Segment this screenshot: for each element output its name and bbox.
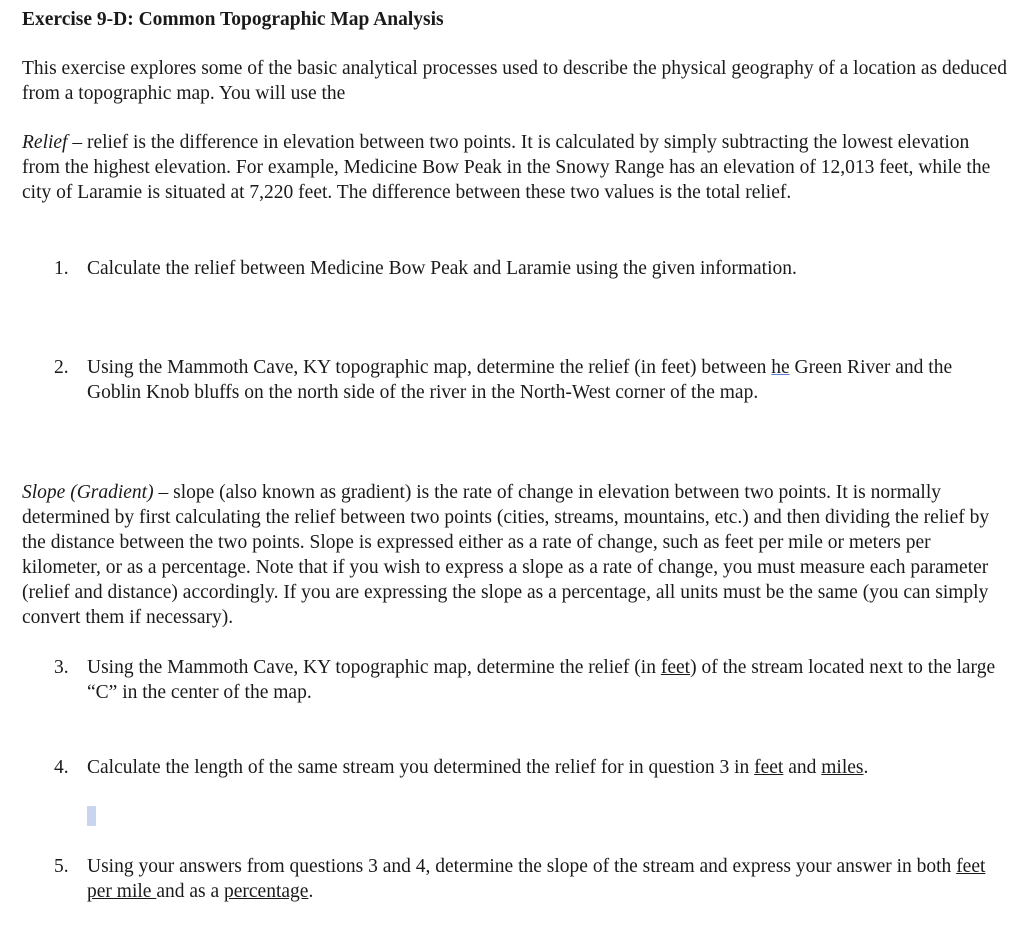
question-3-text-part2: ) of the stream located next to the large “C” in the center of the map. (87, 657, 996, 703)
question-3 (54, 655, 1004, 705)
question-3-number: 3. (54, 657, 69, 678)
underlined-feet: feet (754, 757, 784, 778)
spellcheck-flag-he: he (771, 357, 790, 378)
slope-definition (22, 480, 1007, 630)
slope-text: – slope (also known as gradient) is the rate of change in elevation between two points. It is normally determined by first calculating the relief between two points (cities, streams, mountains, etc.) and then dividing the relief by the distance between the two points. Slope is expressed either as a rate of change, such as feet per mile or meters per kilometer, or as a percentage. Note that if you wish to express a slope as a rate of change, you must measure each parameter (relief and distance) accordingly. If you are expressing the slope as a percentage, all units must be the same (you can simply convert them if necessary). (22, 482, 990, 628)
question-5-number: 5. (54, 856, 69, 877)
question-5-text-end: . (308, 881, 314, 902)
question-2-text (87, 355, 1004, 405)
question-2-text-part2: Green River and the Goblin Knob bluffs on the north side of the river in the North-West corner of the map. (87, 357, 953, 403)
question-5 (54, 854, 1004, 904)
question-5-text-and: and as a (156, 881, 224, 902)
question-1-number: 1. (54, 258, 69, 279)
underlined-feet-per-mile: feet per mile (87, 856, 986, 902)
question-1-text: Calculate the relief between Medicine Bow Peak and Laramie using the given information. (87, 258, 797, 279)
question-4-number: 4. (54, 757, 69, 778)
text-cursor[interactable] (87, 806, 96, 826)
question-4-text-and: and (783, 757, 822, 778)
question-4-text-end: . (863, 757, 869, 778)
question-3-text (87, 655, 1004, 705)
question-2-number: 2. (54, 357, 69, 378)
question-4 (54, 755, 1004, 780)
question-2 (54, 355, 1004, 405)
relief-definition (22, 130, 1007, 205)
underlined-miles: miles (821, 757, 864, 778)
underlined-feet: feet (660, 657, 691, 678)
question-2-text-part1: Using the Mammoth Cave, KY topographic map, determine the relief (in feet) between (87, 357, 772, 378)
question-5-text-part1: Using your answers from questions 3 and 4, determine the slope of the stream and express your answer in both (87, 856, 957, 877)
relief-text: – relief is the difference in elevation between two points. It is calculated by simply subtracting the lowest elevation from the highest elevation. For example, Medicine Bow Peak in the Snowy Range has an elevation of 12,013 feet, while the city of Laramie is situated at 7,220 feet. The difference between these two values is the total relief. (22, 132, 991, 203)
question-1 (54, 256, 1004, 281)
underlined-percentage: percentage (224, 881, 309, 902)
intro-paragraph: This exercise explores some of the basic analytical processes used to describe the physical geography of a location as deduced from a topographic map. You will use the (22, 58, 1007, 104)
relief-term: Relief (22, 132, 68, 153)
question-4-text-part1: Calculate the length of the same stream you determined the relief for in question 3 in (87, 757, 755, 778)
question-5-text (87, 854, 1004, 904)
question-3-text-part1: Using the Mammoth Cave, KY topographic map, determine the relief (in (87, 657, 661, 678)
question-4-text (87, 755, 1004, 780)
slope-term: Slope (Gradient) (22, 482, 154, 503)
exercise-title: Exercise 9-D: Common Topographic Map Analysis (22, 9, 444, 30)
